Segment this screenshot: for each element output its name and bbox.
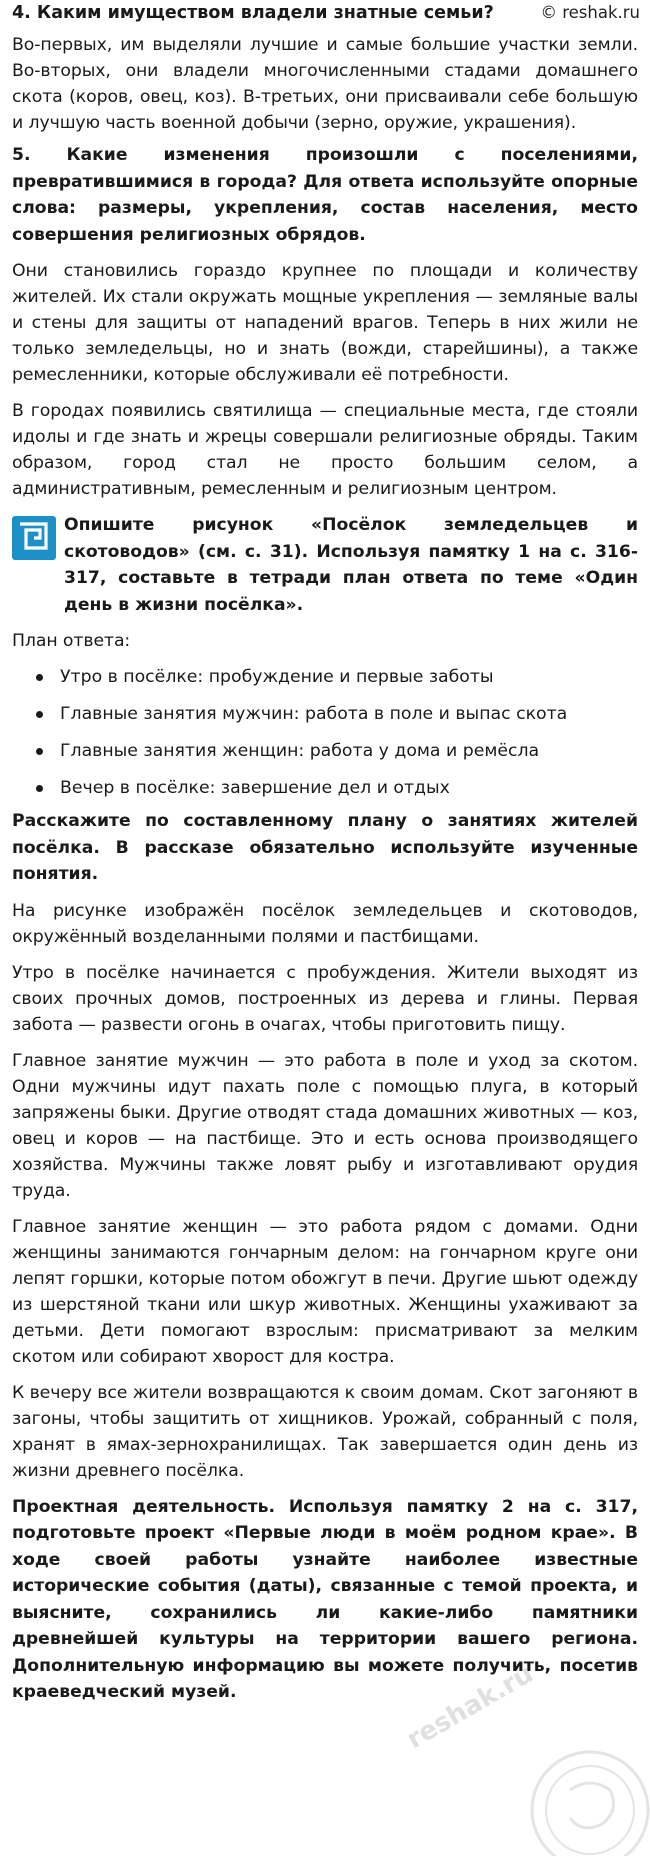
story-paragraph: Главное занятие женщин — это работа рядом с домами. Одни женщины занимаются гончарным делом: на гончарном круге они лепят горшки, которые потом обожгут в печи. Другие шьют одежду из шерстяной ткани или шкур животных. Женщины ухаживают за детьми. Дети помогают взрослым: присматривают за мелким скотом или собирают хворост для костра.	[12, 1216, 638, 1367]
story-task-heading: Расскажите по составленному плану о занятиях жителей посёлка. В рассказе обязательно используйте изученные понятия.	[12, 811, 638, 884]
question-5-heading: 5. Какие изменения произошли с поселениями, превратившимися в города? Для ответа используйте опорные слова: размеры, укрепления, состав населения, место совершения религиозных обрядов.	[12, 145, 638, 245]
watermark-stamp-icon	[500, 1720, 650, 1856]
story-paragraph: Утро в посёлке начинается с пробуждения. Жители выходят из своих прочных домов, построенных из дерева и глины. Первая забота — развести огонь в очагах, чтобы приготовить пищу.	[12, 962, 638, 1035]
story-paragraph: К вечеру все жители возвращаются к своим домам. Скот загоняют в загоны, чтобы защитить от хищников. Урожай, собранный с поля, хранят в ямах-зернохранилищах. Так завершается один день из жизни древнего посёлка.	[12, 1382, 638, 1481]
answer-4	[6, 32, 644, 136]
story-paragraph: На рисунке изображён посёлок земледельцев и скотоводов, окружённый возделанными полями и пастбищами.	[12, 900, 638, 947]
plan-label: План ответа:	[12, 631, 131, 651]
list-item: Главные занятия мужчин: работа в поле и выпас скота	[60, 697, 644, 734]
answer-5-paragraph: В городах появились святилища — специальные места, где стояли идолы и где знать и жрецы совершали религиозные обряды. Таким образом, город стал не просто большим селом, а административным, ремесленным и религиозным центром.	[12, 401, 638, 499]
top-bar	[6, 0, 644, 26]
story	[6, 898, 644, 1484]
answer-4-text: Во-первых, им выделяли лучшие и самые большие участки земли. Во-вторых, они владели многочисленными стадами домашнего скота (коров, овец, коз). В-третьих, они присваивали себе большую и лучшую часть военной добычи (зерно, оружие, украшения).	[12, 35, 638, 133]
spiral-task-icon	[12, 516, 56, 560]
answer-5	[6, 258, 644, 502]
plan-label-wrap	[6, 628, 644, 654]
list-item: Вечер в посёлке: завершение дел и отдых	[60, 771, 644, 808]
watermark-text: reshak.ru	[401, 1658, 539, 1756]
site-credit[interactable]: © reshak.ru	[540, 3, 640, 22]
project-heading: Проектная деятельность. Используя памятку 2 на с. 317, подготовьте проект «Первые люди в моём родном крае». В ходе своей работы узнайте наиболее известные исторические события (даты), связанные с темой проекта, и выясните, сохранились ли какие-либо памятники древнейшей культуры на территории вашего региона. Дополнительную информацию вы можете получить, посетив краеведческий музей.	[12, 1496, 638, 1702]
question-4-heading: 4. Каким имуществом владели знатные семьи?	[12, 3, 494, 23]
list-item: Главные занятия женщин: работа у дома и ремёсла	[60, 734, 644, 771]
list-item: Утро в посёлке: пробуждение и первые заботы	[60, 660, 644, 697]
story-paragraph: Главное занятие мужчин — это работа в поле и уход за скотом. Одни мужчины идут пахать поле с помощью плуга, в который запряжены быки. Другие отводят стада домашних животных — коз, овец и коров — на пастбище. Это и есть основа производящего хозяйства. Мужчины также ловят рыбу и изготавливают орудия труда.	[12, 1050, 638, 1201]
task-block	[6, 512, 644, 618]
task-text: Опишите рисунок «Посёлок земледельцев и скотоводов» (см. с. 31). Используя памятку 1 на с. 316-317, составьте в тетради план ответа по теме «Один день в жизни посёлка».	[64, 515, 638, 615]
answer-5-paragraph: Они становились гораздо крупнее по площади и количеству жителей. Их стали окружать мощные укрепления — земляные валы и стены для защиты от нападений врагов. Теперь в них жили не только земледельцы, но и знать (вожди, старейшины), а также ремесленники, которые обслуживали её потребности.	[12, 261, 638, 385]
plan-list	[6, 660, 644, 808]
